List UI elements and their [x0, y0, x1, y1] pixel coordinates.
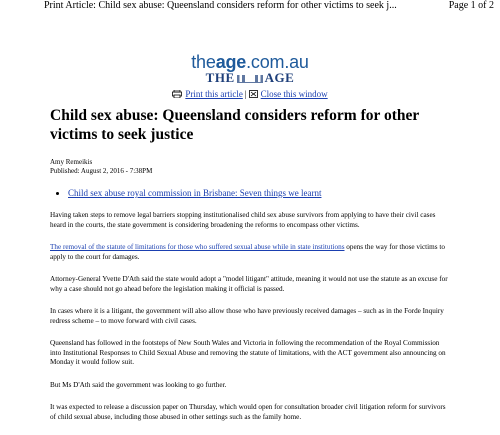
logo-sub-left: THE: [205, 70, 235, 85]
logo-suffix: .com.au: [246, 52, 309, 72]
newspaper-logo: [0, 71, 500, 84]
print-article-link[interactable]: Print this article: [185, 89, 243, 99]
author: Amy Remeikis: [50, 158, 93, 166]
byline: [50, 158, 450, 176]
close-window-link[interactable]: Close this window: [260, 89, 328, 99]
article-tools: [0, 89, 500, 101]
crest-icon: [237, 75, 263, 83]
masthead: [0, 52, 500, 101]
printer-icon[interactable]: [172, 90, 182, 101]
site-logo[interactable]: [0, 52, 500, 72]
paragraph: Queensland has followed in the footsteps of New South Wales and Victoria in following the recommendation of the Royal Commission into Institutional Responses to Child Sexual Abuse and removing the statute of limitations, with the ACT government also announcing on Monday it would follow suit.: [50, 339, 446, 366]
published-date: Published: August 2, 2016 - 7:38PM: [50, 167, 153, 175]
logo-brand: age: [215, 52, 247, 72]
related-article-link[interactable]: Child sex abuse royal commission in Brisbane: Seven things we learnt: [68, 188, 322, 198]
article-body: [50, 211, 450, 422]
statute-removal-link[interactable]: The removal of the statute of limitations for those who suffered sexual abuse while in state institutions: [50, 243, 345, 251]
paragraph: Having taken steps to remove legal barriers stopping institutionalised child sex abuse survivors from applying to have their civil cases heard in the courts, the state government is considering broadening the reforms to encompass other victims.: [50, 211, 436, 229]
paragraph: Attorney-General Yvette D'Ath said the state would adopt a "model litigant" attitude, meaning it would not use the statute as an excuse for why a case should not go ahead before the legislation making it official is passed.: [50, 275, 448, 293]
page-indicator: Page 1 of 2: [448, 0, 494, 11]
paragraph: In cases where it is a litigant, the government will also allow those who have previously received damages – such as in the Forde Inquiry redress scheme – to move forward with civil cases.: [50, 307, 444, 325]
print-header: [44, 0, 494, 12]
close-window-icon[interactable]: [249, 90, 258, 101]
logo-sub-right: AGE: [264, 70, 295, 85]
paragraph: It was expected to release a discussion paper on Thursday, which would open for consultation broader civil litigation reform for survivors of child sexual abuse, including those abused in other settings such as the family home.: [50, 403, 446, 421]
related-link-item: [68, 188, 450, 199]
article: [50, 106, 450, 435]
tools-separator: |: [244, 89, 247, 99]
paragraph-text: opens the way for those victims to apply to the court for damages.: [50, 243, 445, 261]
related-links: [50, 188, 450, 199]
print-header-title: Print Article: Child sex abuse: Queensland considers reform for other victims to seek j...: [44, 0, 397, 11]
logo-prefix: the: [191, 52, 216, 72]
paragraph: [50, 243, 450, 262]
paragraph: But Ms D'Ath said the government was looking to go further.: [50, 380, 227, 389]
article-headline: Child sex abuse: Queensland considers reform for other victims to seek justice: [50, 107, 419, 143]
